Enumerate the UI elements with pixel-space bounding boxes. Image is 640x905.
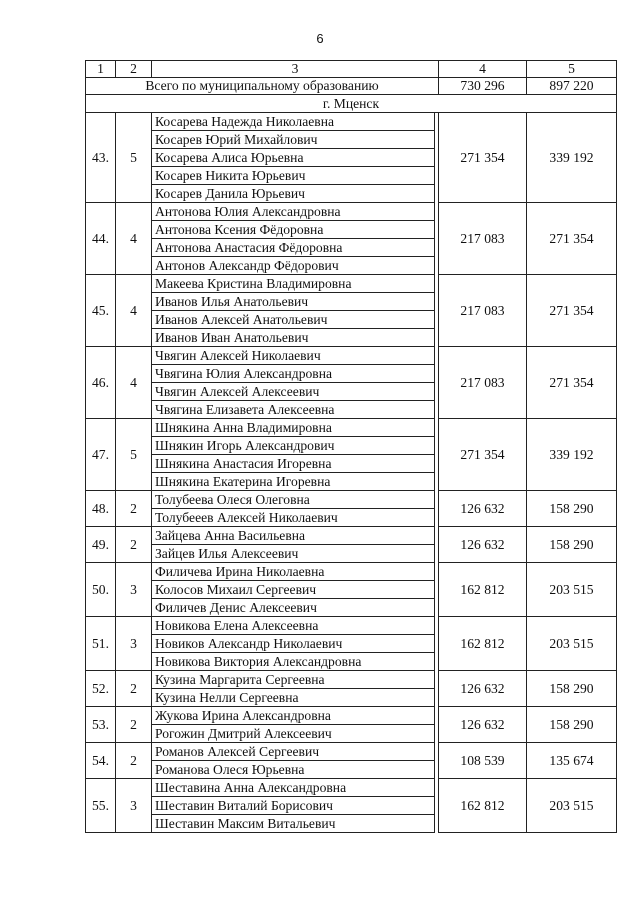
- family-table: [85, 60, 617, 833]
- row-number: 49.: [86, 527, 116, 563]
- amount-col-4: 217 083: [439, 203, 527, 275]
- amount-col-4: 271 354: [439, 419, 527, 491]
- amount-col-4: 162 812: [439, 617, 527, 671]
- total-row: [86, 78, 617, 95]
- amount-col-5: 158 290: [527, 671, 617, 707]
- header-col-4: 4: [439, 61, 527, 78]
- row-number: 45.: [86, 275, 116, 347]
- member-name: Новикова Виктория Александровна: [152, 653, 435, 671]
- family-size: 4: [116, 203, 152, 275]
- amount-col-4: 126 632: [439, 671, 527, 707]
- member-name: Колосов Михаил Сергеевич: [152, 581, 435, 599]
- family-size: 5: [116, 419, 152, 491]
- member-name: Шеставина Анна Александровна: [152, 779, 435, 797]
- member-name: Антонов Александр Фёдорович: [152, 257, 435, 275]
- member-name: Косарева Надежда Николаевна: [152, 113, 435, 131]
- amount-col-4: 271 354: [439, 113, 527, 203]
- member-name: Иванов Илья Анатольевич: [152, 293, 435, 311]
- family-member-row: [86, 743, 617, 761]
- family-member-row: [86, 347, 617, 365]
- family-size: 3: [116, 563, 152, 617]
- member-name: Антонова Юлия Александровна: [152, 203, 435, 221]
- city-name: г. Мценск: [86, 95, 617, 113]
- member-name: Кузина Нелли Сергеевна: [152, 689, 435, 707]
- family-size: 2: [116, 671, 152, 707]
- member-name: Толубеева Олеся Олеговна: [152, 491, 435, 509]
- member-name: Чвягина Елизавета Алексеевна: [152, 401, 435, 419]
- member-name: Иванов Иван Анатольевич: [152, 329, 435, 347]
- member-name: Шнякин Игорь Александрович: [152, 437, 435, 455]
- amount-col-5: 271 354: [527, 203, 617, 275]
- amount-col-5: 339 192: [527, 113, 617, 203]
- family-size: 5: [116, 113, 152, 203]
- family-size: 4: [116, 347, 152, 419]
- row-number: 48.: [86, 491, 116, 527]
- member-name: Шнякина Анна Владимировна: [152, 419, 435, 437]
- family-member-row: [86, 203, 617, 221]
- member-name: Антонова Анастасия Фёдоровна: [152, 239, 435, 257]
- family-member-row: [86, 707, 617, 725]
- member-name: Макеева Кристина Владимировна: [152, 275, 435, 293]
- family-member-row: [86, 491, 617, 509]
- amount-col-5: 339 192: [527, 419, 617, 491]
- member-name: Шеставин Максим Витальевич: [152, 815, 435, 833]
- header-col-1: 1: [86, 61, 116, 78]
- page-number: 6: [316, 31, 324, 46]
- member-name: Кузина Маргарита Сергеевна: [152, 671, 435, 689]
- amount-col-5: 271 354: [527, 275, 617, 347]
- row-number: 43.: [86, 113, 116, 203]
- amount-col-4: 162 812: [439, 779, 527, 833]
- member-name: Рогожин Дмитрий Алексеевич: [152, 725, 435, 743]
- row-number: 47.: [86, 419, 116, 491]
- amount-col-5: 271 354: [527, 347, 617, 419]
- amount-col-5: 158 290: [527, 491, 617, 527]
- member-name: Филичева Ирина Николаевна: [152, 563, 435, 581]
- total-value-4: 730 296: [439, 78, 527, 95]
- member-name: Зайцев Илья Алексеевич: [152, 545, 435, 563]
- member-name: Чвягин Алексей Алексеевич: [152, 383, 435, 401]
- amount-col-5: 135 674: [527, 743, 617, 779]
- header-col-5: 5: [527, 61, 617, 78]
- member-name: Жукова Ирина Александровна: [152, 707, 435, 725]
- row-number: 52.: [86, 671, 116, 707]
- amount-col-5: 158 290: [527, 707, 617, 743]
- row-number: 50.: [86, 563, 116, 617]
- header-row: [86, 61, 617, 78]
- total-label: Всего по муниципальному образованию: [86, 78, 439, 95]
- family-size: 4: [116, 275, 152, 347]
- family-member-row: [86, 779, 617, 797]
- member-name: Толубееев Алексей Николаевич: [152, 509, 435, 527]
- family-member-row: [86, 617, 617, 635]
- amount-col-4: 217 083: [439, 347, 527, 419]
- amount-col-4: 108 539: [439, 743, 527, 779]
- family-member-row: [86, 113, 617, 131]
- row-number: 53.: [86, 707, 116, 743]
- member-name: Чвягин Алексей Николаевич: [152, 347, 435, 365]
- amount-col-5: 203 515: [527, 779, 617, 833]
- family-member-row: [86, 563, 617, 581]
- row-number: 46.: [86, 347, 116, 419]
- amount-col-4: 126 632: [439, 491, 527, 527]
- member-name: Новикова Елена Алексеевна: [152, 617, 435, 635]
- member-name: Романова Олеся Юрьевна: [152, 761, 435, 779]
- amount-col-4: 162 812: [439, 563, 527, 617]
- family-size: 2: [116, 491, 152, 527]
- member-name: Косарев Юрий Михайлович: [152, 131, 435, 149]
- member-name: Новиков Александр Николаевич: [152, 635, 435, 653]
- member-name: Зайцева Анна Васильевна: [152, 527, 435, 545]
- amount-col-4: 217 083: [439, 275, 527, 347]
- family-size: 2: [116, 527, 152, 563]
- family-size: 2: [116, 743, 152, 779]
- family-member-row: [86, 671, 617, 689]
- family-size: 2: [116, 707, 152, 743]
- family-member-row: [86, 527, 617, 545]
- row-number: 44.: [86, 203, 116, 275]
- member-name: Косарев Данила Юрьевич: [152, 185, 435, 203]
- amount-col-5: 203 515: [527, 563, 617, 617]
- total-value-5: 897 220: [527, 78, 617, 95]
- family-size: 3: [116, 779, 152, 833]
- member-name: Шеставин Виталий Борисович: [152, 797, 435, 815]
- member-name: Шнякина Екатерина Игоревна: [152, 473, 435, 491]
- city-row: [86, 95, 617, 113]
- header-col-2: 2: [116, 61, 152, 78]
- member-name: Антонова Ксения Фёдоровна: [152, 221, 435, 239]
- member-name: Косарева Алиса Юрьевна: [152, 149, 435, 167]
- amount-col-4: 126 632: [439, 527, 527, 563]
- row-number: 54.: [86, 743, 116, 779]
- amount-col-4: 126 632: [439, 707, 527, 743]
- member-name: Косарев Никита Юрьевич: [152, 167, 435, 185]
- member-name: Чвягина Юлия Александровна: [152, 365, 435, 383]
- family-size: 3: [116, 617, 152, 671]
- member-name: Шнякина Анастасия Игоревна: [152, 455, 435, 473]
- amount-col-5: 158 290: [527, 527, 617, 563]
- member-name: Иванов Алексей Анатольевич: [152, 311, 435, 329]
- member-name: Филичев Денис Алексеевич: [152, 599, 435, 617]
- row-number: 51.: [86, 617, 116, 671]
- member-name: Романов Алексей Сергеевич: [152, 743, 435, 761]
- family-member-row: [86, 419, 617, 437]
- row-number: 55.: [86, 779, 116, 833]
- amount-col-5: 203 515: [527, 617, 617, 671]
- header-col-3: 3: [152, 61, 439, 78]
- family-member-row: [86, 275, 617, 293]
